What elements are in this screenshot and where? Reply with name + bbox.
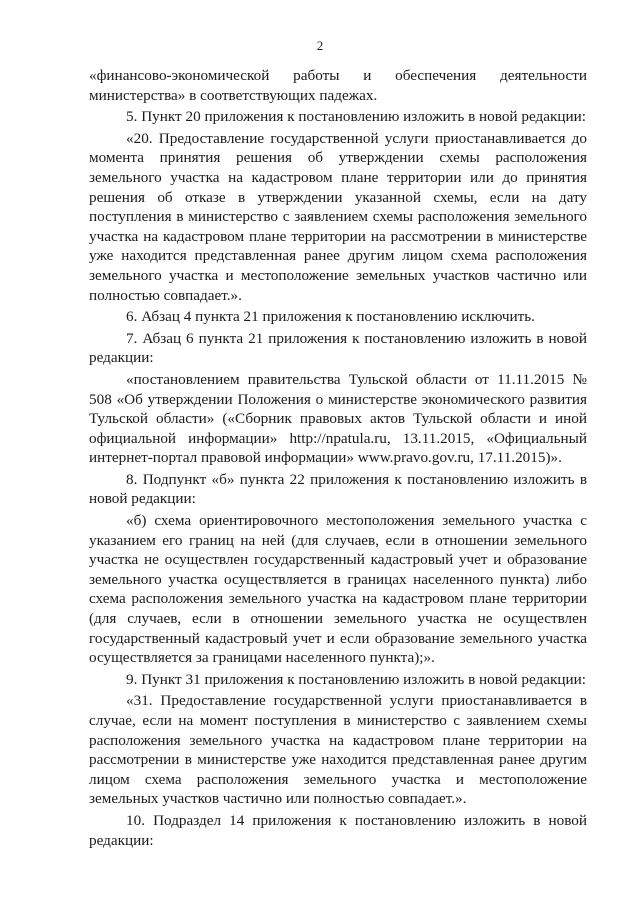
paragraph-continuation: «финансово-экономической работы и обеспечения деятельности министерства» в соответствующих падежах.: [89, 67, 587, 104]
paragraph-item-10: 10. Подраздел 14 приложения к постановлению изложить в новой редакции:: [89, 811, 587, 849]
page-number: 2: [316, 38, 324, 53]
paragraph-quote-subitem-b: «б) схема ориентировочного местоположения земельного участка с указанием его границ на ней (для случаев, если в отношении земельного участка не осуществлен государственный кадастровый учет и образование земельного участка осуществляется в границах населенного пункта) либо схема расположения земельного участка на кадастровом плане территории (для случаев, если в отношении земельного участка не осуществлен государственный кадастровый учет и если образование земельного участка осуществляется за границами населенного пункта);».: [89, 512, 587, 667]
paragraph-quote-31: «31. Предоставление государственной услуги приостанавливается в случае, если на момент поступления в министерство с заявлением схемы расположения земельного участка на кадастровом плане территории на рассмотрении в министерстве уже находится представленная ранее другим лицом схема расположения земельного участка и местоположение земельных участков частично или полностью совпадает.».: [89, 692, 587, 808]
paragraph-item-8: 8. Подпункт «б» пункта 22 приложения к постановлению изложить в новой редакции:: [89, 470, 587, 508]
paragraph-item-6: 6. Абзац 4 пункта 21 приложения к постановлению исключить.: [126, 308, 535, 326]
paragraph-quote-20: «20. Предоставление государственной услуги приостанавливается до момента принятия решения об утверждении схемы расположения земельного участка на кадастровом плане территории или до принятия решения об отказе в утверждении указанной схемы, если на дату поступления в министерство с заявлением схемы расположения земельного участка на кадастровом плане территории на рассмотрении в министерстве уже находится представленная ранее другим лицом схема расположения земельного участка и местоположение земельных участков частично или полностью совпадает.».: [89, 129, 587, 304]
paragraph-item-5: 5. Пункт 20 приложения к постановлению изложить в новой редакции:: [126, 108, 586, 126]
paragraph-item-9: 9. Пункт 31 приложения к постановлению изложить в новой редакции:: [126, 670, 586, 688]
document-body: [89, 66, 587, 850]
paragraph-quote-resolution-508: «постановлением правительства Тульской области от 11.11.2015 № 508 «Об утверждении Положения о министерстве экономического развития Тульской области» («Сборник правовых актов Тульской области и иной официальной информации» http://npatula.ru, 13.11.2015, «Официальный интернет-портал правовой информации» www.pravo.gov.ru, 17.11.2015)».: [89, 370, 587, 467]
paragraph-item-7: 7. Абзац 6 пункта 21 приложения к постановлению изложить в новой редакции:: [89, 329, 587, 367]
